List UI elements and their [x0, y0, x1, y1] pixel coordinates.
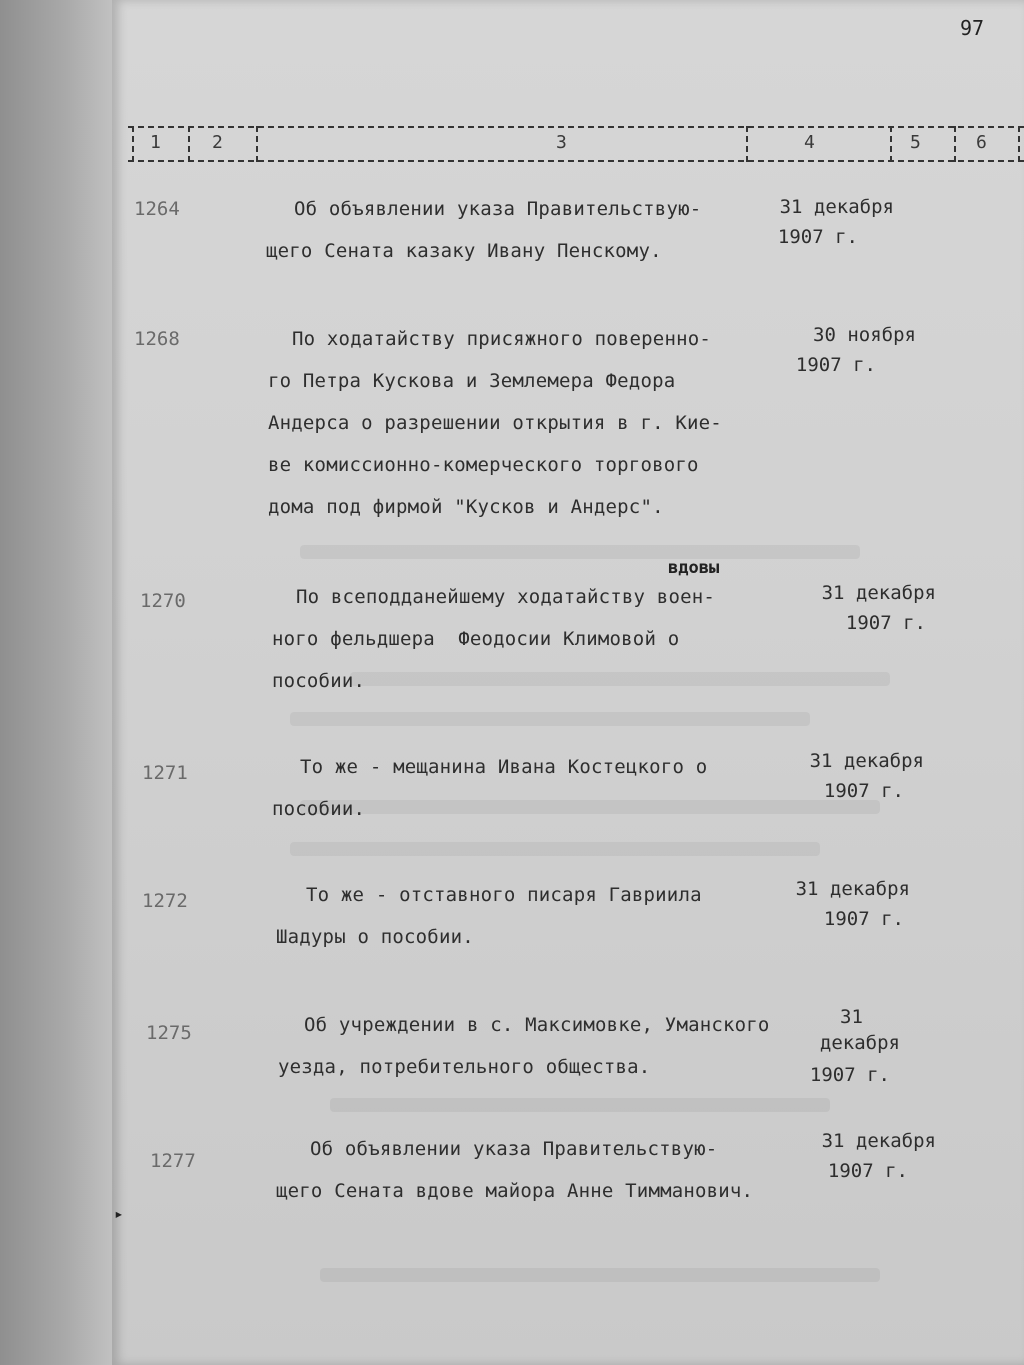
column-label: 5 [910, 132, 921, 153]
date-line: 1907 г. [795, 354, 876, 376]
entry-line: Об учреждении в с. Максимовке, Уманского [304, 1014, 770, 1036]
entry-date [786, 1126, 936, 1186]
date-line: декабря [819, 1032, 900, 1054]
entry-number: 1272 [142, 890, 188, 912]
entry-line: го Петра Кускова и Землемера Федора [268, 370, 676, 392]
date-line: 1907 г. [809, 1064, 890, 1086]
entry-line: дома под фирмой "Кусков и Андерс". [268, 496, 664, 518]
entry-line: пособии. [272, 798, 366, 820]
page-number: 97 [960, 16, 985, 40]
bleed-through [290, 842, 820, 856]
entry-number: 1270 [140, 590, 186, 612]
entry-line: щего Сената вдове майора Анне Тимманович. [276, 1180, 754, 1202]
entry-date [754, 192, 894, 252]
date-line: 30 ноября [813, 324, 916, 346]
entry-line: То же - мещанина Ивана Костецкого о [300, 756, 708, 778]
entry-text [266, 188, 701, 272]
column-label: 3 [556, 132, 567, 153]
entry-line: уезда, потребительного общества. [278, 1056, 651, 1078]
entry-line: щего Сената казаку Ивану Пенскому. [266, 240, 662, 262]
column-label: 1 [150, 132, 161, 153]
entry-number: 1275 [146, 1022, 192, 1044]
date-line: 31 декабря [809, 750, 924, 772]
entry-line: По всеподданейшему ходатайству воен- [296, 586, 716, 608]
column-separator [746, 126, 748, 162]
entry-line: ного фельдшера Феодосии Климовой о [272, 628, 680, 650]
binding-edge [0, 0, 118, 1365]
date-line: 31 декабря [795, 878, 910, 900]
handwritten-insert: вдовы [668, 558, 720, 578]
entry-line: По ходатайству присяжного поверенно- [292, 328, 712, 350]
entry-text [272, 576, 715, 702]
entry-line: Андерса о разрешении открытия в г. Кие- [268, 412, 722, 434]
date-line: 31 декабря [821, 1130, 936, 1152]
date-line: 31 декабря [821, 582, 936, 604]
column-separator [132, 126, 134, 162]
column-separator [954, 126, 956, 162]
entry-number: 1264 [134, 198, 180, 220]
entry-date [776, 320, 916, 380]
entry-text [276, 1128, 753, 1212]
date-line: 1907 г. [827, 1160, 908, 1182]
column-separator [256, 126, 258, 162]
entry-line: То же - отставного писаря Гавриила [306, 884, 702, 906]
column-separator [890, 126, 892, 162]
entry-date [786, 578, 936, 638]
entry-line: Об объявлении указа Правительствую- [294, 198, 702, 220]
entry-line: Об объявлении указа Правительствую- [310, 1138, 718, 1160]
entry-date [774, 746, 924, 806]
entry-number: 1277 [150, 1150, 196, 1172]
date-line: 1907 г. [823, 908, 904, 930]
column-label: 6 [976, 132, 987, 153]
bleed-through [320, 1268, 880, 1282]
column-separator [1018, 126, 1020, 162]
column-header [128, 126, 1024, 164]
bleed-through [300, 545, 860, 559]
margin-mark: ▸ [114, 1204, 124, 1223]
column-label: 4 [804, 132, 815, 153]
entry-number: 1271 [142, 762, 188, 784]
bleed-through [290, 712, 810, 726]
date-line: 1907 г. [777, 226, 858, 248]
date-line: 1907 г. [823, 780, 904, 802]
entry-text [268, 318, 722, 528]
entry-text [278, 1004, 770, 1088]
entry-line: пособии. [272, 670, 366, 692]
entry-number: 1268 [134, 328, 180, 350]
bleed-through [330, 1098, 830, 1112]
date-line: 31 [840, 1006, 863, 1028]
entry-line: ве комиссионно-комерческого торгового [268, 454, 699, 476]
entry-date [780, 1004, 900, 1088]
entry-line: Шадуры о пособии. [276, 926, 474, 948]
entry-text [272, 746, 707, 830]
date-line: 1907 г. [845, 612, 926, 634]
date-line: 31 декабря [779, 196, 894, 218]
entry-text [276, 874, 702, 958]
column-label: 2 [212, 132, 223, 153]
entry-date [760, 874, 910, 934]
column-separator [188, 126, 190, 162]
